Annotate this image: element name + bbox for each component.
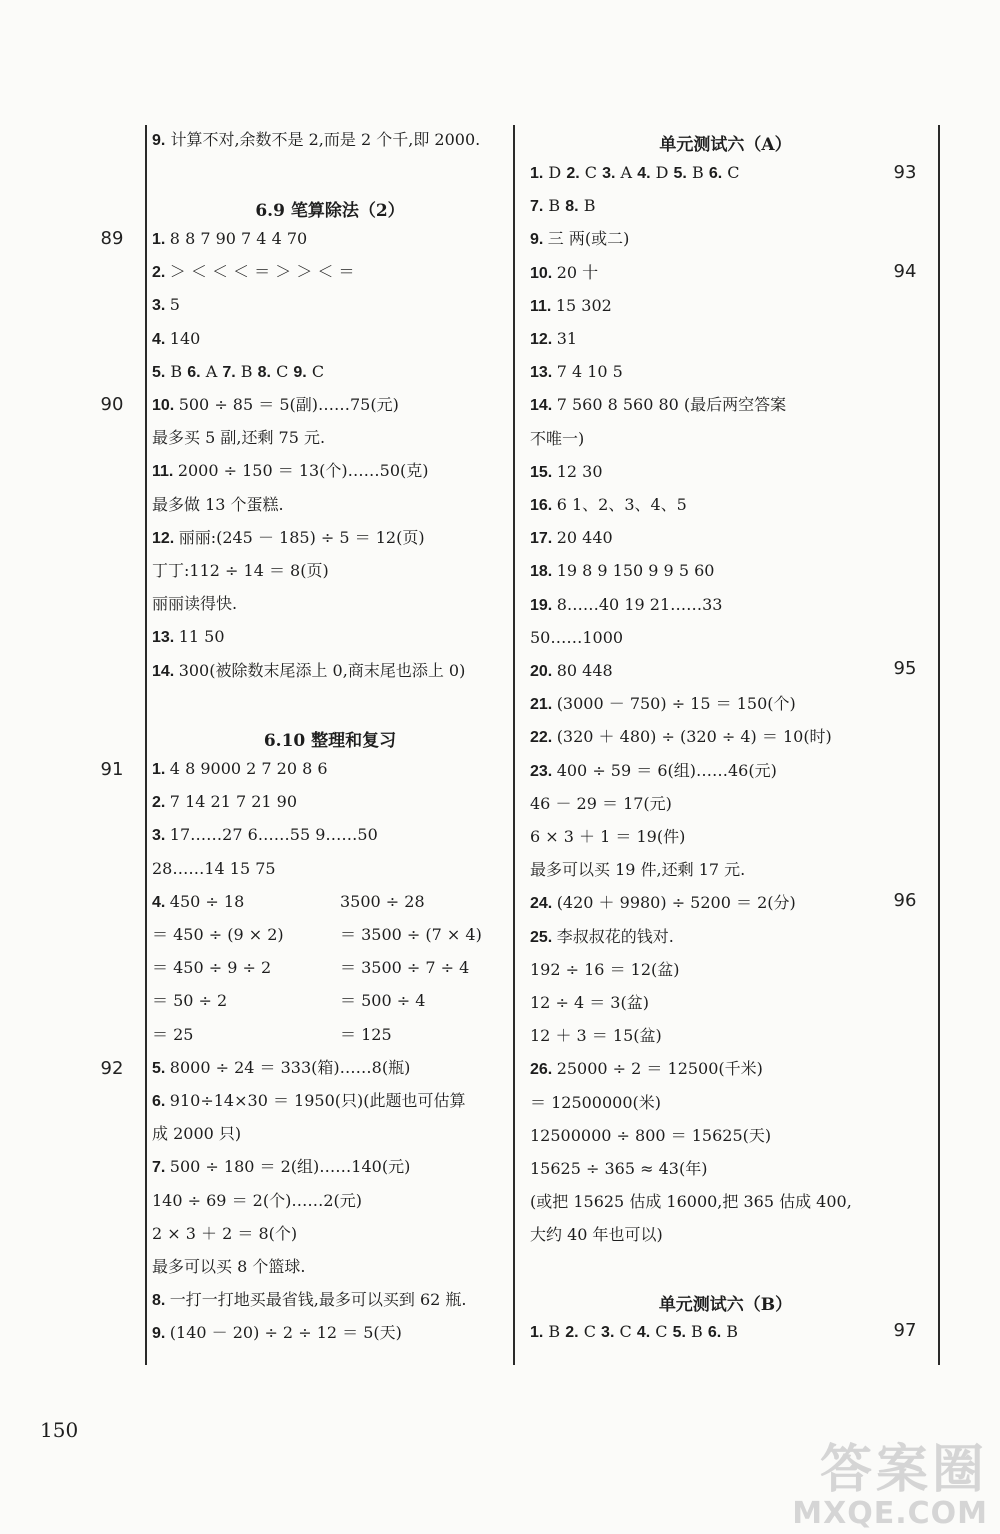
item-number: 5. [673, 165, 687, 182]
item-number: 19. [530, 596, 557, 614]
item-text: 不唯一) [530, 428, 585, 448]
item-answer: C [270, 361, 294, 381]
item-answer: D [650, 163, 674, 182]
item-number: 13. [530, 364, 557, 382]
item-number: 1. [530, 165, 544, 182]
item-answer: C [614, 1322, 637, 1341]
answer-line [152, 1257, 305, 1277]
item-text: 300(被除数末尾添上 0,商末尾也添上 0) [178, 660, 466, 680]
item-text: 丁丁:112 ÷ 14 ＝ 8(页) [152, 561, 329, 580]
item-number: 10. [530, 264, 557, 282]
answer-line [530, 196, 595, 217]
page-ref-number: 91 [100, 759, 124, 780]
item-number: 1. [152, 231, 170, 248]
answer-line [152, 262, 355, 283]
item-text: 大约 40 年也可以) [530, 1225, 663, 1245]
item-number: 12. [530, 331, 557, 348]
item-text: 7 560 8 560 80 (最后两空答案 [556, 395, 787, 415]
item-text: 50……1000 [530, 627, 624, 647]
item-text: (或把 15625 估成 16000,把 365 估成 400, [530, 1192, 852, 1212]
item-answer: C [579, 163, 603, 182]
answer-line [530, 893, 796, 914]
item-number: 15. [530, 463, 557, 481]
item-answer: D [543, 163, 567, 182]
item-text: 500 ÷ 180 ＝ 2(组)……140(元) [169, 1157, 411, 1177]
answer-line [530, 395, 786, 416]
item-answer: A [200, 361, 223, 381]
item-number: 22. [530, 729, 557, 747]
answer-line [530, 1126, 771, 1146]
item-text: 400 ÷ 59 ＝ 6(组)……46(元) [556, 760, 777, 780]
item-text: 李叔叔花的钱对. [556, 926, 674, 946]
item-number: 11. [152, 463, 178, 481]
section-title-test-6a: 单元测试六（A） [659, 135, 792, 155]
answer-line [152, 925, 284, 945]
item-number: 13. [152, 629, 179, 647]
answer-line [152, 1124, 241, 1144]
item-number: 5. [152, 363, 166, 381]
item-text: 成 2000 只) [152, 1124, 242, 1144]
answer-line [530, 827, 685, 847]
item-text: 20 440 [556, 528, 613, 548]
answer-line [530, 163, 739, 184]
item-text: (140 － 20) ÷ 2 ÷ 12 ＝ 5(天) [169, 1323, 402, 1343]
item-text: 7 4 10 5 [556, 362, 623, 382]
item-number: 7. [530, 198, 544, 216]
item-text: 19 8 9 150 9 9 5 60 [556, 561, 715, 581]
answer-line [152, 362, 324, 383]
page-ref-number: 92 [100, 1058, 124, 1079]
page-ref-number: 93 [893, 162, 917, 183]
item-text: 4 8 9000 2 7 20 8 6 [169, 759, 328, 778]
answer-line [530, 462, 603, 483]
answer-line [152, 1058, 410, 1079]
item-text: 12500000 ÷ 800 ＝ 15625(天) [530, 1125, 772, 1145]
answer-line [530, 761, 777, 782]
answer-line-second-column: ＝ 125 [340, 1024, 392, 1044]
answer-line [152, 428, 325, 448]
item-text: 丽丽:(245 － 185) ÷ 5 ＝ 12(页) [178, 527, 425, 547]
answer-line [530, 561, 714, 582]
answer-line [530, 1026, 662, 1046]
item-number: 2. [565, 1324, 579, 1341]
item-number: 6. [152, 1093, 170, 1110]
answer-line [152, 395, 399, 416]
item-number: 10. [152, 397, 179, 414]
item-text: 20 十 [556, 262, 599, 282]
answer-line-second-column: ＝ 500 ÷ 4 [340, 991, 426, 1011]
answer-line [530, 329, 577, 350]
item-number: 1. [152, 761, 170, 778]
item-number: 12. [152, 529, 179, 547]
answer-line [152, 759, 328, 780]
item-number: 21. [530, 696, 557, 714]
item-text: 11 50 [178, 627, 225, 647]
item-text: 丽丽读得快. [152, 594, 238, 614]
answer-line [530, 1059, 763, 1080]
item-number: 3. [152, 827, 170, 845]
answer-line [152, 461, 429, 482]
item-text: 25000 ÷ 2 ＝ 12500(千米) [556, 1059, 763, 1079]
answer-line-second-column: ＝ 3500 ÷ 7 ÷ 4 [340, 958, 470, 978]
item-answer: B [578, 196, 596, 216]
answer-line [530, 860, 745, 880]
answer-line [152, 792, 297, 813]
answer-line [530, 229, 629, 250]
answer-line [152, 1224, 297, 1244]
item-text: 2 × 3 ＋ 2 ＝ 8(个) [152, 1223, 298, 1243]
item-answer: B [543, 1322, 566, 1341]
item-text: ＝ 25 [152, 1024, 194, 1044]
item-text: 46 － 29 ＝ 17(元) [530, 793, 672, 813]
item-text: 140 ÷ 69 ＝ 2(个)……2(元) [152, 1190, 362, 1210]
answer-line [152, 594, 237, 614]
item-answer: C [722, 163, 740, 182]
item-text: 7 14 21 7 21 90 [169, 792, 298, 812]
item-text: 192 ÷ 16 ＝ 12(盆) [530, 959, 680, 979]
item-number: 1. [530, 1324, 544, 1341]
item-number: 4. [152, 330, 170, 348]
item-text: 一打一打地买最省钱,最多可以买到 62 瓶. [169, 1290, 467, 1310]
answer-line [530, 263, 598, 284]
item-text: 450 ÷ 18 [169, 891, 245, 911]
item-number: 6. [707, 1324, 722, 1341]
answer-line [152, 892, 244, 913]
item-number: 2. [152, 794, 170, 812]
answer-line [152, 495, 284, 515]
item-number: 9. [293, 363, 307, 381]
item-text: 三 两(或二) [547, 229, 630, 249]
answer-line [530, 429, 584, 449]
answer-line [530, 694, 796, 715]
item-number: 2. [152, 264, 170, 282]
item-text: 2000 ÷ 150 ＝ 13(个)……50(克) [177, 461, 429, 481]
answer-line [530, 1159, 707, 1179]
answer-line [152, 1323, 402, 1344]
item-number: 4. [152, 893, 170, 911]
answer-line [530, 495, 687, 516]
item-text: 8000 ÷ 24 ＝ 333(箱)……8(瓶) [169, 1057, 411, 1077]
item-text: 80 448 [556, 661, 613, 680]
left-column-rule-inner [513, 125, 515, 1365]
item-text: 12 ＋ 3 ＝ 15(盆) [530, 1026, 662, 1046]
item-text: ＞ ＜ ＜ ＜ ＝ ＞ ＞ ＜ ＝ [169, 262, 355, 282]
item-number: 25. [530, 928, 557, 946]
answer-line-second-column: 3500 ÷ 28 [340, 891, 425, 911]
answer-line [530, 595, 722, 616]
page-ref-number: 96 [893, 890, 917, 911]
item-number: 6. [187, 363, 201, 381]
item-text: 500 ÷ 85 ＝ 5(副)……75(元) [178, 395, 399, 414]
item-text: 8……40 19 21……33 [556, 594, 723, 614]
answer-line [152, 627, 225, 648]
section-title-6-10: 6.10 整理和复习 [263, 731, 397, 751]
item-text: 最多做 13 个蛋糕. [152, 494, 284, 514]
item-answer: C [578, 1322, 602, 1341]
answer-line [530, 1225, 663, 1245]
answer-line [530, 628, 623, 648]
item-number: 7. [222, 363, 236, 381]
item-text: 15 302 [555, 295, 612, 315]
item-number: 24. [530, 895, 557, 913]
answer-line [152, 958, 271, 978]
item-number: 7. [152, 1159, 170, 1177]
item-text: 5 [169, 295, 180, 315]
item-text: (420 ＋ 9980) ÷ 5200 ＝ 2(分) [556, 893, 796, 913]
answer-line [152, 825, 378, 846]
item-answer: B [543, 196, 566, 216]
watermark [792, 1442, 988, 1530]
answer-line [530, 794, 672, 814]
item-text: 6 1、2、3、4、5 [556, 495, 687, 514]
item-answer: B [685, 1322, 708, 1341]
item-number: 5. [152, 1059, 170, 1077]
item-text: (3000 － 750) ÷ 15 ＝ 150(个) [556, 694, 796, 714]
item-number: 8. [257, 363, 271, 381]
item-text: ＝ 12500000(米) [530, 1092, 662, 1112]
item-text: 910÷14×30 ＝ 1950(只)(此题也可估算 [169, 1091, 466, 1110]
item-number: 17. [530, 530, 557, 548]
section-title-6-9: 6.9 笔算除法（2） [255, 201, 405, 221]
item-number: 8. [565, 198, 579, 216]
page-ref-number: 94 [893, 261, 917, 282]
item-number: 26. [530, 1061, 557, 1079]
item-number: 4. [637, 165, 651, 182]
item-answer: C [650, 1322, 673, 1341]
item-text: 140 [169, 328, 201, 348]
item-answer: A [615, 163, 638, 182]
item-number: 2. [566, 165, 580, 182]
answer-line [152, 991, 227, 1011]
item-text: ＝ 450 ÷ 9 ÷ 2 [152, 958, 272, 978]
answer-line [530, 993, 649, 1013]
item-text: 12 30 [556, 461, 603, 481]
answer-line [530, 727, 832, 748]
item-text: 15625 ÷ 365 ≈ 43(年) [530, 1159, 708, 1178]
item-number: 18. [530, 563, 557, 581]
item-number: 6. [708, 165, 723, 182]
item-text: 8 8 7 90 7 4 4 70 [169, 229, 308, 248]
item-answer: B [165, 361, 188, 381]
item-text: 最多可以买 8 个篮球. [152, 1257, 306, 1276]
answer-line [152, 859, 276, 879]
item-text: ＝ 50 ÷ 2 [152, 991, 228, 1011]
answer-line-second-column: ＝ 3500 ÷ (7 × 4) [340, 925, 482, 944]
page-number: 150 [40, 1418, 79, 1442]
left-top-item: 9. 计算不对,余数不是 2,而是 2 个千,即 2000. [152, 130, 481, 149]
answer-line [152, 561, 329, 581]
answer-line [152, 229, 307, 250]
watermark-url: MXQE.COM [792, 1496, 988, 1531]
item-number: 3. [601, 1324, 615, 1341]
answer-line [152, 1025, 193, 1045]
item-number: 5. [672, 1324, 686, 1341]
right-column-rule [938, 125, 940, 1365]
item-answer: B [686, 163, 709, 182]
item-number: 14. [530, 397, 557, 415]
left-column-rule-outer [145, 125, 147, 1365]
item-text: 最多可以买 19 件,还剩 17 元. [530, 860, 746, 880]
item-answer: C [306, 361, 325, 381]
item-number: 8. [152, 1292, 170, 1310]
answer-line [530, 1192, 852, 1212]
item-answer: B [721, 1322, 739, 1341]
item-number: 4. [636, 1324, 651, 1341]
item-number: 20. [530, 663, 557, 680]
item-text: 31 [556, 329, 578, 348]
answer-line [530, 960, 680, 980]
answer-line [530, 362, 623, 383]
answer-line [530, 1093, 661, 1113]
page-ref-number: 95 [893, 658, 917, 679]
answer-line [152, 1091, 466, 1112]
answer-line [530, 528, 613, 549]
item-number: 11. [530, 297, 556, 315]
watermark-cn: 答案圈 [819, 1440, 988, 1500]
item-number: 9. [152, 1325, 170, 1343]
answer-line [152, 1157, 410, 1178]
section-title-test-6b: 单元测试六（B） [658, 1295, 793, 1315]
answer-line [530, 296, 612, 317]
page-ref-number: 89 [100, 228, 124, 249]
answer-line [152, 329, 200, 350]
answer-line [530, 661, 613, 682]
answer-line [152, 528, 425, 549]
item-text: ＝ 450 ÷ (9 × 2) [152, 925, 284, 944]
item-text: 17……27 6……55 9……50 [169, 825, 378, 845]
answer-line [152, 1290, 467, 1311]
answer-line [152, 295, 180, 316]
item-number: 3. [602, 165, 616, 182]
answer-line [530, 1322, 738, 1343]
answer-line [152, 661, 465, 682]
answer-line [152, 1191, 362, 1211]
page-ref-number: 97 [893, 1320, 917, 1341]
item-text: 6 × 3 ＋ 1 ＝ 19(件) [530, 827, 686, 846]
item-text: 12 ÷ 4 ＝ 3(盆) [530, 993, 649, 1012]
item-text: 28……14 15 75 [152, 858, 276, 878]
item-number: 23. [530, 762, 557, 780]
item-number: 3. [152, 297, 170, 315]
answer-line [530, 927, 674, 948]
item-answer: B [235, 361, 258, 381]
item-number: 14. [152, 662, 179, 680]
page-ref-number: 90 [100, 394, 124, 415]
item-number: 9. [530, 231, 548, 249]
item-text: (320 ＋ 480) ÷ (320 ÷ 4) ＝ 10(时) [556, 727, 832, 747]
item-text: 最多买 5 副,还剩 75 元. [152, 428, 326, 448]
item-number: 16. [530, 497, 557, 514]
